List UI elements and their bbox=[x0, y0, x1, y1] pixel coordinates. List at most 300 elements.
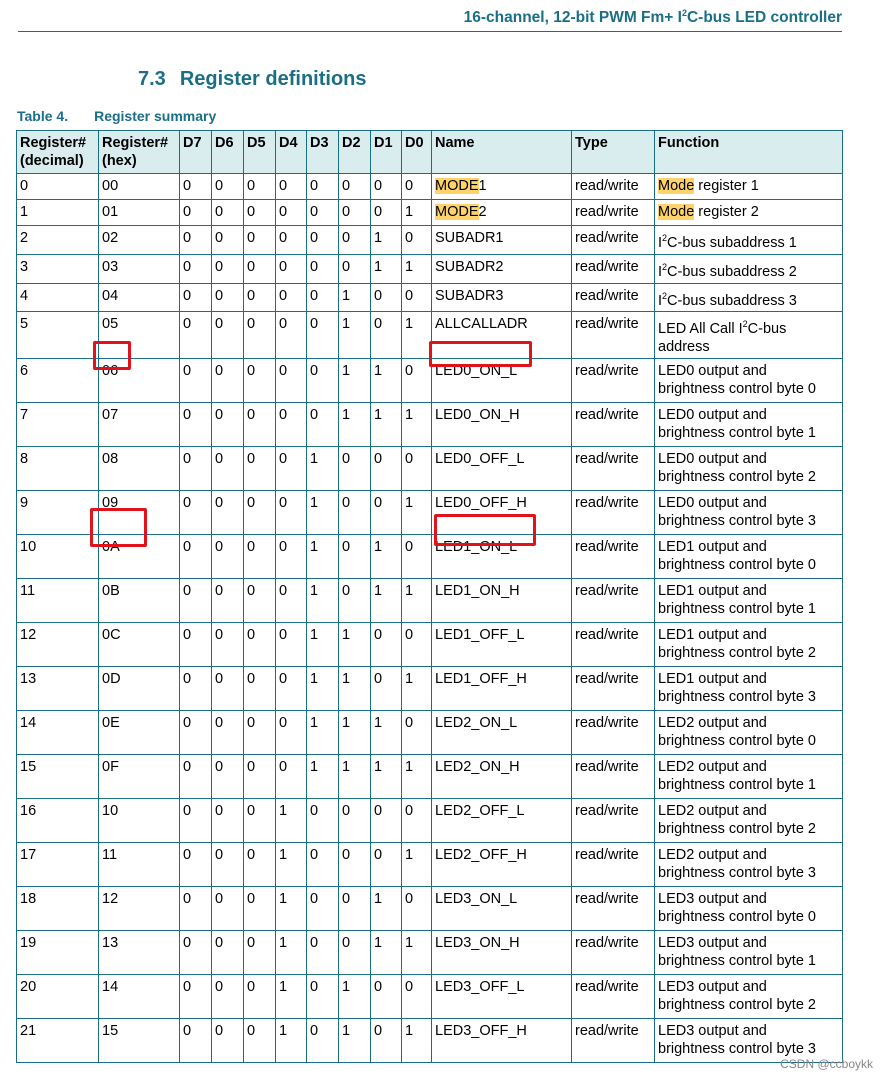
cell-bit-d1: 1 bbox=[371, 711, 402, 755]
function-text-line2: brightness control byte 2 bbox=[658, 469, 816, 486]
cell-bit-d3: 0 bbox=[307, 975, 339, 1019]
cell-bit-d1: 0 bbox=[371, 200, 402, 226]
cell-bit-d3: 0 bbox=[307, 799, 339, 843]
cell-bit-d5: 0 bbox=[244, 711, 276, 755]
cell-reg-dec: 8 bbox=[17, 447, 99, 491]
cell-bit-d4: 0 bbox=[276, 200, 307, 226]
cell-type: read/write bbox=[572, 975, 655, 1019]
cell-reg-hex: 14 bbox=[99, 975, 180, 1019]
cell-bit-d2: 1 bbox=[339, 623, 371, 667]
cell-reg-hex: 04 bbox=[99, 283, 180, 312]
function-text: LED1 output and bbox=[658, 583, 767, 600]
cell-bit-d5: 0 bbox=[244, 254, 276, 283]
document-header bbox=[18, 8, 842, 32]
cell-type: read/write bbox=[572, 623, 655, 667]
function-superscript: 2 bbox=[662, 261, 668, 272]
cell-function bbox=[655, 283, 843, 312]
cell-name bbox=[432, 1019, 572, 1063]
cell-bit-d1: 1 bbox=[371, 755, 402, 799]
cell-type: read/write bbox=[572, 711, 655, 755]
cell-bit-d7: 0 bbox=[180, 975, 212, 1019]
function-text: LED3 output and bbox=[658, 891, 767, 908]
cell-bit-d3: 1 bbox=[307, 535, 339, 579]
cell-function bbox=[655, 667, 843, 711]
cell-reg-dec: 12 bbox=[17, 623, 99, 667]
cell-bit-d6: 0 bbox=[212, 359, 244, 403]
cell-bit-d0: 0 bbox=[402, 799, 432, 843]
cell-bit-d6: 0 bbox=[212, 200, 244, 226]
name-text: LED3_ON_H bbox=[435, 935, 520, 952]
col-header-d5: D5 bbox=[244, 131, 276, 174]
col-header-d1: D1 bbox=[371, 131, 402, 174]
name-text: LED2_ON_L bbox=[435, 715, 518, 732]
function-superscript: 2 bbox=[742, 319, 748, 330]
cell-bit-d4: 1 bbox=[276, 887, 307, 931]
function-text: LED0 output and bbox=[658, 407, 767, 424]
cell-bit-d3: 1 bbox=[307, 491, 339, 535]
table-row bbox=[17, 931, 843, 975]
cell-name bbox=[432, 843, 572, 887]
cell-bit-d0: 0 bbox=[402, 283, 432, 312]
cell-bit-d0: 1 bbox=[402, 843, 432, 887]
cell-bit-d0: 0 bbox=[402, 226, 432, 255]
cell-bit-d2: 0 bbox=[339, 254, 371, 283]
cell-reg-hex: 0F bbox=[99, 755, 180, 799]
cell-name bbox=[432, 579, 572, 623]
cell-type: read/write bbox=[572, 403, 655, 447]
cell-type: read/write bbox=[572, 667, 655, 711]
cell-reg-dec: 2 bbox=[17, 226, 99, 255]
cell-name bbox=[432, 312, 572, 359]
cell-bit-d5: 0 bbox=[244, 579, 276, 623]
cell-name bbox=[432, 200, 572, 226]
cell-bit-d0: 0 bbox=[402, 887, 432, 931]
cell-bit-d3: 0 bbox=[307, 200, 339, 226]
cell-type: read/write bbox=[572, 931, 655, 975]
cell-bit-d3: 1 bbox=[307, 623, 339, 667]
cell-reg-hex: 05 bbox=[99, 312, 180, 359]
name-text: SUBADR2 bbox=[435, 258, 504, 275]
cell-bit-d5: 0 bbox=[244, 174, 276, 200]
cell-bit-d0: 1 bbox=[402, 1019, 432, 1063]
function-text: register 2 bbox=[694, 204, 759, 220]
table-caption bbox=[17, 108, 216, 124]
cell-reg-dec: 18 bbox=[17, 887, 99, 931]
header-title-post: C-bus LED controller bbox=[686, 9, 842, 27]
cell-name bbox=[432, 254, 572, 283]
cell-bit-d0: 1 bbox=[402, 491, 432, 535]
cell-bit-d4: 0 bbox=[276, 579, 307, 623]
cell-bit-d3: 1 bbox=[307, 667, 339, 711]
cell-name bbox=[432, 491, 572, 535]
cell-bit-d6: 0 bbox=[212, 579, 244, 623]
name-highlight: MODE bbox=[435, 204, 479, 220]
function-text-line2: brightness control byte 3 bbox=[658, 865, 816, 882]
function-text-line2: brightness control byte 0 bbox=[658, 381, 816, 398]
cell-bit-d4: 0 bbox=[276, 359, 307, 403]
cell-bit-d3: 0 bbox=[307, 174, 339, 200]
function-text: LED2 output and bbox=[658, 847, 767, 864]
cell-name bbox=[432, 359, 572, 403]
cell-bit-d4: 0 bbox=[276, 254, 307, 283]
cell-bit-d0: 0 bbox=[402, 975, 432, 1019]
cell-bit-d1: 0 bbox=[371, 623, 402, 667]
cell-bit-d5: 0 bbox=[244, 491, 276, 535]
cell-bit-d1: 0 bbox=[371, 447, 402, 491]
cell-bit-d7: 0 bbox=[180, 491, 212, 535]
cell-reg-hex: 02 bbox=[99, 226, 180, 255]
cell-name bbox=[432, 447, 572, 491]
cell-bit-d1: 1 bbox=[371, 359, 402, 403]
function-text: LED1 output and bbox=[658, 671, 767, 688]
cell-bit-d5: 0 bbox=[244, 535, 276, 579]
name-text: LED1_ON_L bbox=[435, 539, 518, 556]
cell-type: read/write bbox=[572, 799, 655, 843]
function-highlight: Mode bbox=[658, 204, 695, 220]
function-superscript: 2 bbox=[662, 290, 668, 301]
cell-reg-dec: 17 bbox=[17, 843, 99, 887]
name-text: LED0_ON_L bbox=[435, 363, 518, 380]
function-superscript: 2 bbox=[662, 233, 668, 243]
cell-bit-d7: 0 bbox=[180, 667, 212, 711]
name-text: LED1_OFF_H bbox=[435, 671, 527, 688]
cell-name bbox=[432, 667, 572, 711]
cell-bit-d6: 0 bbox=[212, 975, 244, 1019]
cell-type: read/write bbox=[572, 535, 655, 579]
cell-bit-d5: 0 bbox=[244, 200, 276, 226]
cell-bit-d7: 0 bbox=[180, 887, 212, 931]
cell-bit-d0: 1 bbox=[402, 579, 432, 623]
cell-bit-d0: 1 bbox=[402, 200, 432, 226]
cell-type: read/write bbox=[572, 254, 655, 283]
function-text: LED1 output and bbox=[658, 539, 767, 556]
cell-bit-d0: 1 bbox=[402, 755, 432, 799]
cell-bit-d4: 0 bbox=[276, 403, 307, 447]
cell-function bbox=[655, 535, 843, 579]
name-text: LED2_ON_H bbox=[435, 759, 520, 776]
cell-bit-d5: 0 bbox=[244, 283, 276, 312]
cell-bit-d5: 0 bbox=[244, 667, 276, 711]
cell-type: read/write bbox=[572, 755, 655, 799]
cell-bit-d2: 0 bbox=[339, 447, 371, 491]
cell-bit-d4: 0 bbox=[276, 711, 307, 755]
header-title-pre: 16-channel, 12-bit PWM Fm+ I bbox=[463, 9, 682, 27]
cell-bit-d2: 0 bbox=[339, 931, 371, 975]
cell-bit-d7: 0 bbox=[180, 535, 212, 579]
cell-bit-d1: 1 bbox=[371, 579, 402, 623]
cell-bit-d4: 1 bbox=[276, 931, 307, 975]
cell-reg-dec: 4 bbox=[17, 283, 99, 312]
cell-reg-hex: 0E bbox=[99, 711, 180, 755]
name-text: LED2_OFF_H bbox=[435, 847, 527, 864]
cell-bit-d1: 0 bbox=[371, 975, 402, 1019]
cell-bit-d3: 1 bbox=[307, 755, 339, 799]
cell-bit-d2: 0 bbox=[339, 200, 371, 226]
table-header-row bbox=[17, 131, 843, 174]
cell-reg-hex: 0A bbox=[99, 535, 180, 579]
cell-bit-d5: 0 bbox=[244, 403, 276, 447]
cell-bit-d0: 1 bbox=[402, 403, 432, 447]
col-header-reg-hex: Register# (hex) bbox=[99, 131, 180, 174]
cell-bit-d5: 0 bbox=[244, 447, 276, 491]
function-text: LED0 output and bbox=[658, 451, 767, 468]
cell-bit-d2: 0 bbox=[339, 491, 371, 535]
cell-reg-dec: 0 bbox=[17, 174, 99, 200]
col-header-d7: D7 bbox=[180, 131, 212, 174]
cell-reg-hex: 09 bbox=[99, 491, 180, 535]
cell-bit-d7: 0 bbox=[180, 931, 212, 975]
function-text-line2: brightness control byte 1 bbox=[658, 425, 816, 442]
cell-bit-d2: 1 bbox=[339, 975, 371, 1019]
cell-reg-dec: 7 bbox=[17, 403, 99, 447]
function-text: LED0 output and bbox=[658, 363, 767, 380]
cell-name bbox=[432, 535, 572, 579]
function-text: LED2 output and bbox=[658, 715, 767, 732]
name-text: LED3_OFF_L bbox=[435, 979, 525, 996]
cell-reg-hex: 11 bbox=[99, 843, 180, 887]
cell-bit-d6: 0 bbox=[212, 755, 244, 799]
cell-bit-d0: 0 bbox=[402, 174, 432, 200]
cell-reg-hex: 0B bbox=[99, 579, 180, 623]
cell-bit-d0: 1 bbox=[402, 667, 432, 711]
cell-reg-dec: 1 bbox=[17, 200, 99, 226]
cell-name bbox=[432, 711, 572, 755]
cell-bit-d2: 1 bbox=[339, 403, 371, 447]
cell-function bbox=[655, 623, 843, 667]
cell-reg-hex: 0D bbox=[99, 667, 180, 711]
name-highlight: MODE bbox=[435, 178, 479, 194]
function-text-line2: brightness control byte 1 bbox=[658, 953, 816, 970]
cell-function bbox=[655, 843, 843, 887]
cell-bit-d0: 1 bbox=[402, 931, 432, 975]
function-text: C-bus subaddress 2 bbox=[667, 263, 797, 280]
cell-name bbox=[432, 755, 572, 799]
table-row bbox=[17, 283, 843, 312]
cell-bit-d3: 0 bbox=[307, 843, 339, 887]
col-header-type: Type bbox=[572, 131, 655, 174]
cell-bit-d7: 0 bbox=[180, 174, 212, 200]
cell-bit-d6: 0 bbox=[212, 491, 244, 535]
cell-function bbox=[655, 579, 843, 623]
name-text: LED1_OFF_L bbox=[435, 627, 525, 644]
cell-bit-d5: 0 bbox=[244, 799, 276, 843]
cell-type: read/write bbox=[572, 447, 655, 491]
cell-bit-d3: 0 bbox=[307, 931, 339, 975]
cell-function bbox=[655, 491, 843, 535]
function-prefix: I bbox=[658, 263, 663, 280]
cell-bit-d6: 0 bbox=[212, 887, 244, 931]
function-text: LED3 output and bbox=[658, 1023, 767, 1040]
cell-reg-hex: 10 bbox=[99, 799, 180, 843]
table-body bbox=[17, 174, 843, 1063]
function-text-line2: brightness control byte 1 bbox=[658, 777, 816, 794]
cell-reg-dec: 11 bbox=[17, 579, 99, 623]
cell-bit-d7: 0 bbox=[180, 283, 212, 312]
cell-bit-d6: 0 bbox=[212, 312, 244, 359]
cell-bit-d3: 0 bbox=[307, 312, 339, 359]
col-header-d2: D2 bbox=[339, 131, 371, 174]
table-row bbox=[17, 975, 843, 1019]
cell-type: read/write bbox=[572, 887, 655, 931]
table-row bbox=[17, 887, 843, 931]
cell-bit-d2: 1 bbox=[339, 755, 371, 799]
cell-bit-d2: 0 bbox=[339, 226, 371, 255]
name-text: LED3_ON_L bbox=[435, 891, 518, 908]
cell-bit-d2: 0 bbox=[339, 887, 371, 931]
table-row bbox=[17, 755, 843, 799]
cell-function bbox=[655, 975, 843, 1019]
cell-bit-d2: 0 bbox=[339, 535, 371, 579]
cell-bit-d7: 0 bbox=[180, 200, 212, 226]
function-text-line2: brightness control byte 0 bbox=[658, 733, 816, 750]
cell-bit-d1: 1 bbox=[371, 254, 402, 283]
cell-bit-d2: 0 bbox=[339, 799, 371, 843]
cell-bit-d6: 0 bbox=[212, 711, 244, 755]
cell-bit-d5: 0 bbox=[244, 931, 276, 975]
cell-function bbox=[655, 931, 843, 975]
cell-reg-hex: 01 bbox=[99, 200, 180, 226]
table-row bbox=[17, 254, 843, 283]
cell-bit-d3: 1 bbox=[307, 447, 339, 491]
cell-bit-d7: 0 bbox=[180, 254, 212, 283]
cell-bit-d7: 0 bbox=[180, 359, 212, 403]
name-text: 2 bbox=[478, 204, 487, 220]
table-row bbox=[17, 579, 843, 623]
cell-bit-d0: 1 bbox=[402, 312, 432, 359]
col-header-d3: D3 bbox=[307, 131, 339, 174]
cell-reg-dec: 15 bbox=[17, 755, 99, 799]
cell-bit-d3: 0 bbox=[307, 226, 339, 255]
cell-bit-d7: 0 bbox=[180, 579, 212, 623]
col-header-d6: D6 bbox=[212, 131, 244, 174]
cell-bit-d2: 1 bbox=[339, 359, 371, 403]
cell-bit-d3: 1 bbox=[307, 711, 339, 755]
cell-reg-hex: 00 bbox=[99, 174, 180, 200]
cell-bit-d0: 0 bbox=[402, 535, 432, 579]
cell-reg-dec: 21 bbox=[17, 1019, 99, 1063]
cell-bit-d7: 0 bbox=[180, 447, 212, 491]
table-row bbox=[17, 491, 843, 535]
cell-function bbox=[655, 226, 843, 255]
cell-name bbox=[432, 403, 572, 447]
cell-bit-d4: 0 bbox=[276, 283, 307, 312]
section-heading: Register definitions bbox=[179, 68, 367, 90]
cell-type: read/write bbox=[572, 359, 655, 403]
cell-bit-d1: 0 bbox=[371, 312, 402, 359]
cell-bit-d1: 1 bbox=[371, 403, 402, 447]
header-title-sup: 2 bbox=[681, 8, 687, 18]
table-row bbox=[17, 711, 843, 755]
cell-bit-d7: 0 bbox=[180, 843, 212, 887]
cell-reg-dec: 13 bbox=[17, 667, 99, 711]
cell-bit-d2: 1 bbox=[339, 1019, 371, 1063]
table-row bbox=[17, 312, 843, 359]
watermark: CSDN @ccboykk bbox=[780, 1057, 873, 1071]
table-row bbox=[17, 799, 843, 843]
name-text: LED2_OFF_L bbox=[435, 803, 525, 820]
cell-type: read/write bbox=[572, 312, 655, 359]
cell-type: read/write bbox=[572, 491, 655, 535]
cell-bit-d2: 1 bbox=[339, 667, 371, 711]
name-text: LED3_OFF_H bbox=[435, 1023, 527, 1040]
cell-bit-d4: 0 bbox=[276, 312, 307, 359]
table-label: Table 4. bbox=[17, 108, 69, 124]
section-number: 7.3 bbox=[138, 68, 166, 90]
cell-bit-d5: 0 bbox=[244, 755, 276, 799]
function-text: LED1 output and bbox=[658, 627, 767, 644]
name-text: SUBADR3 bbox=[435, 287, 504, 304]
cell-bit-d1: 0 bbox=[371, 1019, 402, 1063]
cell-reg-hex: 08 bbox=[99, 447, 180, 491]
name-text: SUBADR1 bbox=[435, 230, 504, 246]
cell-function bbox=[655, 254, 843, 283]
cell-bit-d4: 0 bbox=[276, 226, 307, 255]
cell-function bbox=[655, 711, 843, 755]
table-row bbox=[17, 174, 843, 200]
cell-bit-d1: 0 bbox=[371, 491, 402, 535]
function-text: C-bus subaddress 3 bbox=[667, 292, 797, 309]
cell-bit-d3: 0 bbox=[307, 1019, 339, 1063]
cell-bit-d7: 0 bbox=[180, 799, 212, 843]
cell-bit-d6: 0 bbox=[212, 174, 244, 200]
cell-bit-d5: 0 bbox=[244, 312, 276, 359]
cell-function bbox=[655, 174, 843, 200]
table-row bbox=[17, 1019, 843, 1063]
function-text: C-bus bbox=[747, 321, 787, 338]
table-row bbox=[17, 200, 843, 226]
cell-bit-d0: 0 bbox=[402, 623, 432, 667]
cell-bit-d4: 0 bbox=[276, 667, 307, 711]
cell-bit-d7: 0 bbox=[180, 623, 212, 667]
cell-bit-d3: 1 bbox=[307, 579, 339, 623]
cell-bit-d4: 0 bbox=[276, 447, 307, 491]
cell-bit-d5: 0 bbox=[244, 359, 276, 403]
cell-function bbox=[655, 755, 843, 799]
cell-bit-d3: 0 bbox=[307, 887, 339, 931]
cell-bit-d6: 0 bbox=[212, 843, 244, 887]
col-header-name: Name bbox=[432, 131, 572, 174]
cell-type: read/write bbox=[572, 1019, 655, 1063]
cell-bit-d1: 0 bbox=[371, 843, 402, 887]
cell-type: read/write bbox=[572, 579, 655, 623]
cell-reg-hex: 13 bbox=[99, 931, 180, 975]
cell-bit-d6: 0 bbox=[212, 1019, 244, 1063]
cell-bit-d0: 0 bbox=[402, 359, 432, 403]
cell-bit-d3: 0 bbox=[307, 283, 339, 312]
col-header-function: Function bbox=[655, 131, 843, 174]
cell-bit-d4: 1 bbox=[276, 1019, 307, 1063]
table-row bbox=[17, 535, 843, 579]
table-row bbox=[17, 623, 843, 667]
function-text-line2: brightness control byte 3 bbox=[658, 513, 816, 530]
function-prefix: I bbox=[658, 292, 663, 309]
cell-bit-d5: 0 bbox=[244, 226, 276, 255]
register-summary-table bbox=[16, 130, 843, 1063]
cell-reg-dec: 5 bbox=[17, 312, 99, 359]
function-text-line2: brightness control byte 1 bbox=[658, 601, 816, 618]
cell-bit-d3: 0 bbox=[307, 254, 339, 283]
function-text: LED3 output and bbox=[658, 979, 767, 996]
cell-function bbox=[655, 887, 843, 931]
table-row bbox=[17, 447, 843, 491]
cell-type: read/write bbox=[572, 200, 655, 226]
table-title: Register summary bbox=[94, 108, 217, 124]
cell-reg-hex: 12 bbox=[99, 887, 180, 931]
cell-bit-d7: 0 bbox=[180, 711, 212, 755]
function-text: LED2 output and bbox=[658, 759, 767, 776]
col-header-reg-dec: Register# (decimal) bbox=[17, 131, 99, 174]
cell-reg-hex: 07 bbox=[99, 403, 180, 447]
